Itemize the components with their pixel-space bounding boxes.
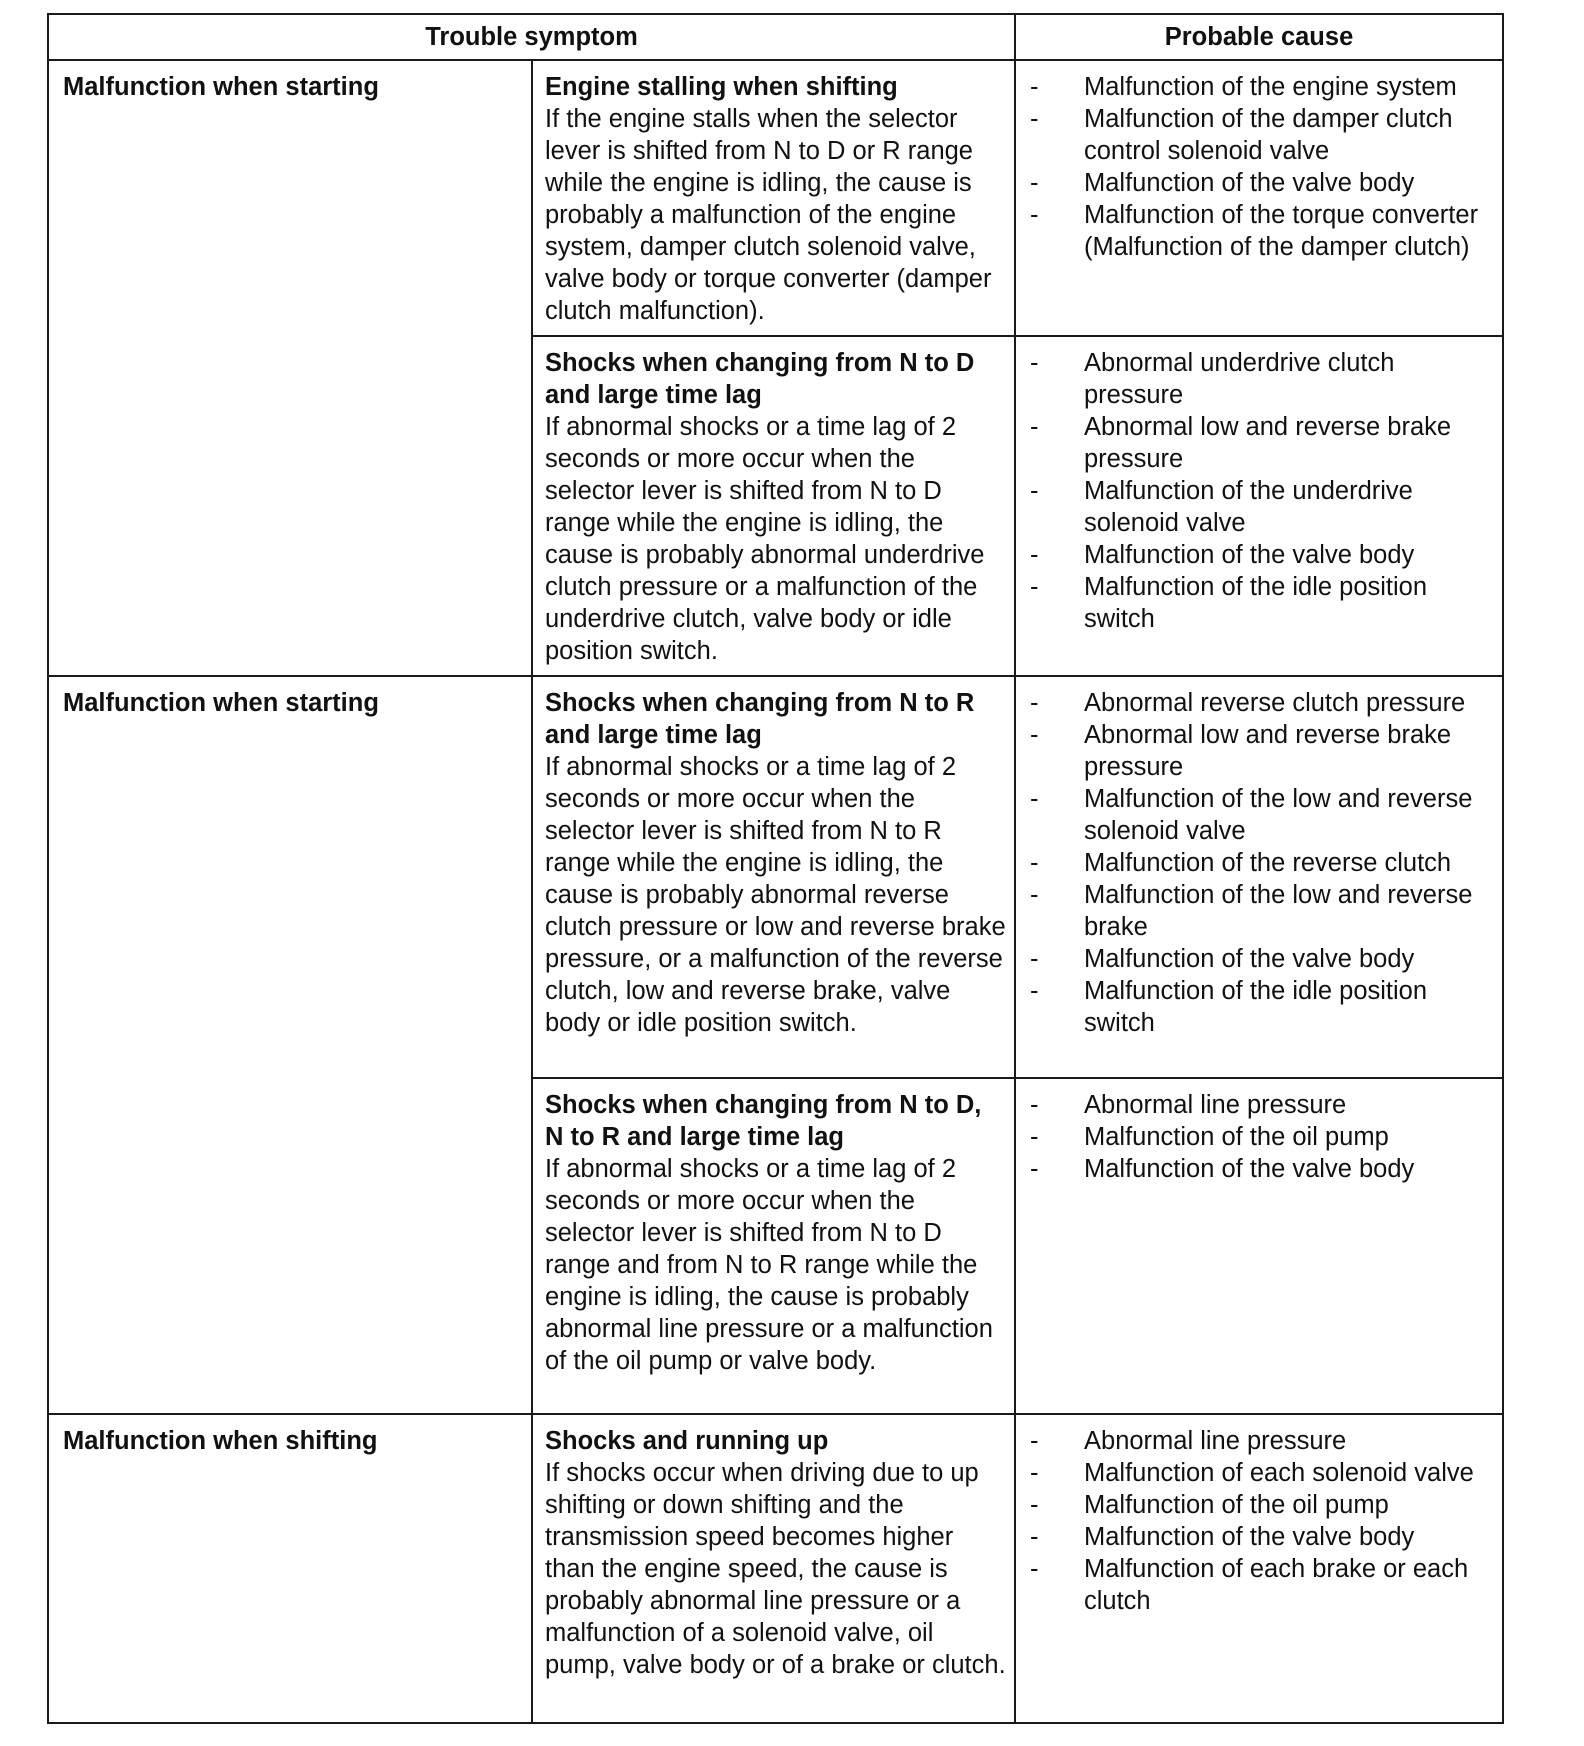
- category-cell: Malfunction when starting: [48, 676, 532, 1414]
- cause-item: - Abnormal low and reverse brake pressure: [1030, 721, 1452, 781]
- cause-item: - Abnormal underdrive clutch pressure: [1030, 349, 1395, 409]
- cause-item: - Malfunction of each solenoid valve: [1030, 1459, 1474, 1487]
- cause-item: - Abnormal reverse clutch pressure: [1030, 689, 1466, 717]
- cause-item: - Malfunction of the oil pump: [1030, 1123, 1389, 1151]
- symptom-description: If shocks occur when driving due to up shifting or down shifting and the transmission speed becomes higher than the engine speed, the cause is probably abnormal line pressure or a malfunction of a solenoid valve, oil pump, valve body or of a brake or clutch.: [545, 1459, 1006, 1679]
- cause-list: [1016, 347, 1498, 635]
- symptom-title: Shocks when changing from N to D and large time lag: [545, 349, 975, 409]
- symptom-description: If abnormal shocks or a time lag of 2 seconds or more occur when the selector lever is shifted from N to R range while the engine is idling, the cause is probably abnormal reverse clutch pressure or low and reverse brake pressure, or a malfunction of the reverse clutch, low and reverse brake, valve body or idle position switch.: [545, 753, 1006, 1037]
- header-row: [48, 14, 1503, 60]
- cause-item: - Malfunction of the valve body: [1030, 169, 1415, 197]
- table-row: [48, 60, 1503, 336]
- cause-cell: [1015, 676, 1503, 1078]
- cause-list: [1016, 1425, 1498, 1617]
- symptom-title: Shocks when changing from N to D, N to R and large time lag: [545, 1091, 982, 1151]
- cause-item: - Malfunction of each brake or each clutch: [1030, 1555, 1469, 1615]
- cause-item: - Abnormal low and reverse brake pressure: [1030, 413, 1452, 473]
- cause-cell: [1015, 1078, 1503, 1414]
- cause-list: [1016, 71, 1498, 263]
- trouble-table: [47, 13, 1504, 1724]
- cause-item: - Malfunction of the valve body: [1030, 1155, 1415, 1183]
- cause-item: - Malfunction of the oil pump: [1030, 1491, 1389, 1519]
- cause-item: - Malfunction of the idle position switch: [1030, 977, 1428, 1037]
- symptom-cell: [532, 1078, 1015, 1414]
- table-row: [48, 1414, 1503, 1723]
- cause-item: - Malfunction of the low and reverse solenoid valve: [1030, 785, 1473, 845]
- cause-item: - Malfunction of the reverse clutch: [1030, 849, 1452, 877]
- cause-cell: [1015, 1414, 1503, 1723]
- symptom-title: Engine stalling when shifting: [545, 73, 898, 101]
- table-row: [48, 676, 1503, 1078]
- cause-item: - Malfunction of the low and reverse brake: [1030, 881, 1473, 941]
- cause-item: - Abnormal line pressure: [1030, 1091, 1347, 1119]
- cause-item: - Malfunction of the torque converter (Malfunction of the damper clutch): [1030, 201, 1479, 261]
- cause-list: [1016, 1089, 1498, 1185]
- symptom-title: Shocks when changing from N to R and large time lag: [545, 689, 975, 749]
- symptom-cell: [532, 336, 1015, 676]
- cause-item: - Malfunction of the underdrive solenoid valve: [1030, 477, 1413, 537]
- category-cell: Malfunction when shifting: [48, 1414, 532, 1723]
- cause-item: - Malfunction of the valve body: [1030, 541, 1415, 569]
- symptom-cell: [532, 1414, 1015, 1723]
- cause-item: - Malfunction of the damper clutch control solenoid valve: [1030, 105, 1453, 165]
- cause-item: - Malfunction of the idle position switch: [1030, 573, 1428, 633]
- symptom-description: If abnormal shocks or a time lag of 2 seconds or more occur when the selector lever is shifted from N to D range while the engine is idling, the cause is probably abnormal underdrive clutch pressure or a malfunction of the underdrive clutch, valve body or idle position switch.: [545, 413, 985, 665]
- header-probable-cause: Probable cause: [1015, 14, 1503, 60]
- symptom-cell: [532, 60, 1015, 336]
- cause-list: [1016, 687, 1498, 1039]
- symptom-description: If abnormal shocks or a time lag of 2 seconds or more occur when the selector lever is shifted from N to D range and from N to R range while the engine is idling, the cause is probably abnormal line pressure or a malfunction of the oil pump or valve body.: [545, 1155, 993, 1375]
- cause-cell: [1015, 336, 1503, 676]
- cause-item: - Malfunction of the engine system: [1030, 73, 1457, 101]
- symptom-description: If the engine stalls when the selector lever is shifted from N to D or R range while the engine is idling, the cause is probably a malfunction of the engine system, damper clutch solenoid valve, valve body or torque converter (damper clutch malfunction).: [545, 105, 992, 325]
- cause-item: - Abnormal line pressure: [1030, 1427, 1347, 1455]
- category-cell: Malfunction when starting: [48, 60, 532, 676]
- symptom-title: Shocks and running up: [545, 1427, 829, 1455]
- cause-item: - Malfunction of the valve body: [1030, 945, 1415, 973]
- cause-item: - Malfunction of the valve body: [1030, 1523, 1415, 1551]
- symptom-cell: [532, 676, 1015, 1078]
- header-trouble-symptom: Trouble symptom: [48, 14, 1015, 60]
- cause-cell: [1015, 60, 1503, 336]
